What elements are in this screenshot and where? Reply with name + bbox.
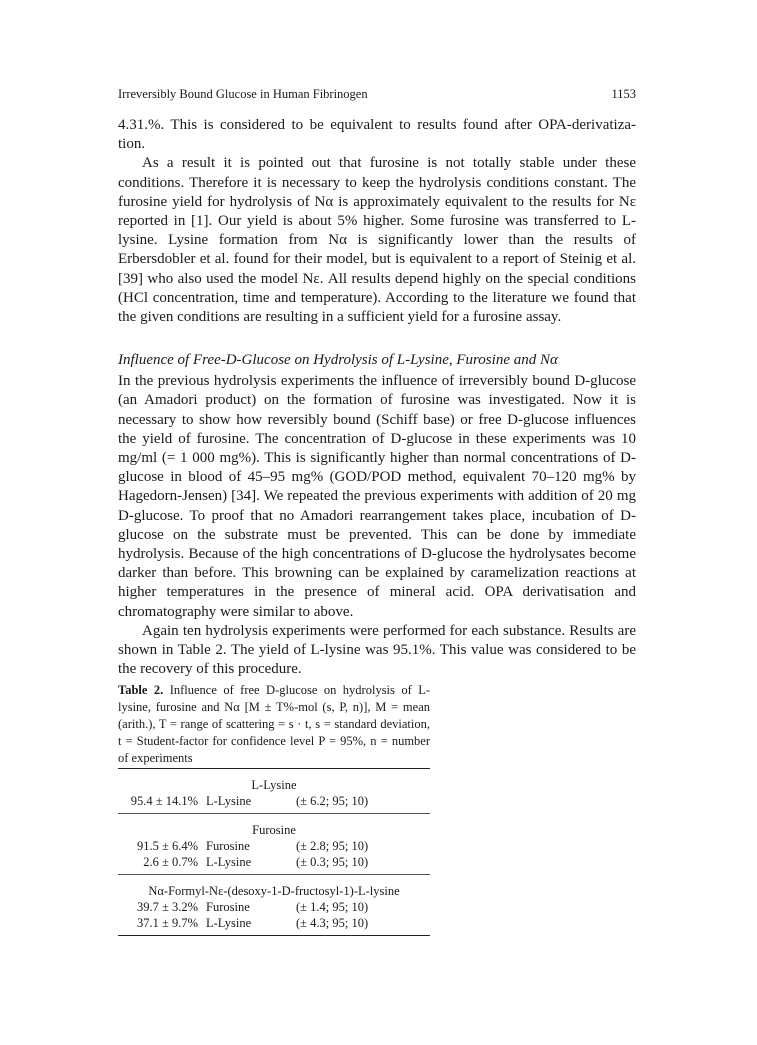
paragraph-continuation: 4.31.%. This is considered to be equivalent to results found after OPA-derivatiza- tion. [118, 117, 636, 153]
product-cell: Furosine [206, 839, 250, 853]
product-cell: L-Lysine [206, 916, 252, 930]
table-bottom-rule [118, 935, 430, 936]
stats-cell: (± 4.3; 95; 10) [296, 916, 369, 930]
stats-cell: (± 1.4; 95; 10) [296, 900, 369, 914]
page-body [118, 86, 636, 679]
page-number: 1153 [611, 87, 636, 101]
table-row [118, 793, 430, 809]
table-group-rule [118, 813, 430, 814]
table-group-rule [118, 874, 430, 875]
product-cell: L-Lysine [206, 794, 252, 808]
product-cell: Furosine [206, 900, 250, 914]
table-row [118, 854, 430, 870]
mean-cell: 2.6 ± 0.7% [143, 855, 198, 869]
running-header [118, 86, 636, 102]
mean-cell: 39.7 ± 3.2% [136, 900, 198, 914]
paragraph-furosine-stability: As a result it is pointed out that furosine is not totally stable under these conditions. Therefore it is necessary to keep the hydrolysis conditions constant. The furosine yield for hydrolysis of Nα is approximately equivalent to the results for Nε reported in [1]. Our yield is about 5% higher. Some furosine was transferred to L-lysine. Lysine formation from Nα is significantly lower than the results of Erbersdobler et al. found for their model, but is equivalent to a report of Steinig et al. [39] who also used the model Nε. All results depend highly on the special conditions (HCl concentration, time and temperature). According to the literature we found that the given conditions are resulting in a sufficient yield for a furosine assay. [118, 155, 636, 326]
group-title: Furosine [252, 823, 296, 837]
table-row [118, 899, 430, 915]
table-row [118, 915, 430, 931]
stats-cell: (± 0.3; 95; 10) [296, 855, 369, 869]
table-row [118, 838, 430, 854]
table-top-rule [118, 768, 430, 769]
stats-cell: (± 6.2; 95; 10) [296, 794, 369, 808]
mean-cell: 91.5 ± 6.4% [136, 839, 198, 853]
table-group-furosine [118, 822, 430, 874]
results-table [118, 768, 430, 936]
paragraph-glucose-influence: In the previous hydrolysis experiments the influence of irreversibly bound D-glucose (an Amadori product) on the formation of furosine was investigated. Now it is necessary to show how reversibly bound (Schiff base) or free D-glucose influences the yield of furosine. The concentration of D-glucose in these experiments was 10 mg/ml (= 1 000 mg%). This is significantly higher than normal concentrations of D-glucose in blood of 45–95 mg% (GOD/POD method, equivalent 70–120 mg% by Hagedorn-Jensen) [34]. We repeated the previous experiments with addition of 20 mg D-glucose. To proof that no Amadori rearrangement takes place, incubation of D-glucose on the substrate must be prevented. This can be done by immediate hydrolysis. Because of the high concentrations of D-glucose the hydrolysates become darker than before. This browning can be explained by caramelization reactions at higher temperatures in the presence of mineral acid. OPA derivatisation and chromatography were similar to above. [118, 373, 636, 620]
table-group-formyl [118, 883, 430, 935]
table-caption [118, 682, 430, 767]
section-heading: Influence of Free-D-Glucose on Hydrolysis of L-Lysine, Furosine and Nα [118, 352, 558, 369]
stats-cell: (± 2.8; 95; 10) [296, 839, 369, 853]
running-title: Irreversibly Bound Glucose in Human Fibrinogen [118, 87, 368, 101]
table-group-lysine [118, 777, 430, 813]
group-title: Nα-Formyl-Nε-(desoxy-1-D-fructosyl-1)-L-lysine [148, 884, 400, 898]
group-title: L-Lysine [251, 778, 297, 792]
mean-cell: 37.1 ± 9.7% [136, 916, 198, 930]
mean-cell: 95.4 ± 14.1% [130, 794, 198, 808]
product-cell: L-Lysine [206, 855, 252, 869]
table-caption-text: Influence of free D-glucose on hydrolysis of L-lysine, furosine and Nα [M ± T%-mol (s, P, n)], M = mean (arith.), T = range of scattering = s · t, s = standard deviation, t = Student-factor for confidence level P = 95%, n = number of experiments [118, 683, 430, 765]
table-caption-label: Table 2. [118, 683, 164, 697]
paragraph-results: Again ten hydrolysis experiments were performed for each substance. Results are shown in Table 2. The yield of L-lysine was 95.1%. This value was considered to be the recovery of this procedure. [118, 622, 636, 678]
